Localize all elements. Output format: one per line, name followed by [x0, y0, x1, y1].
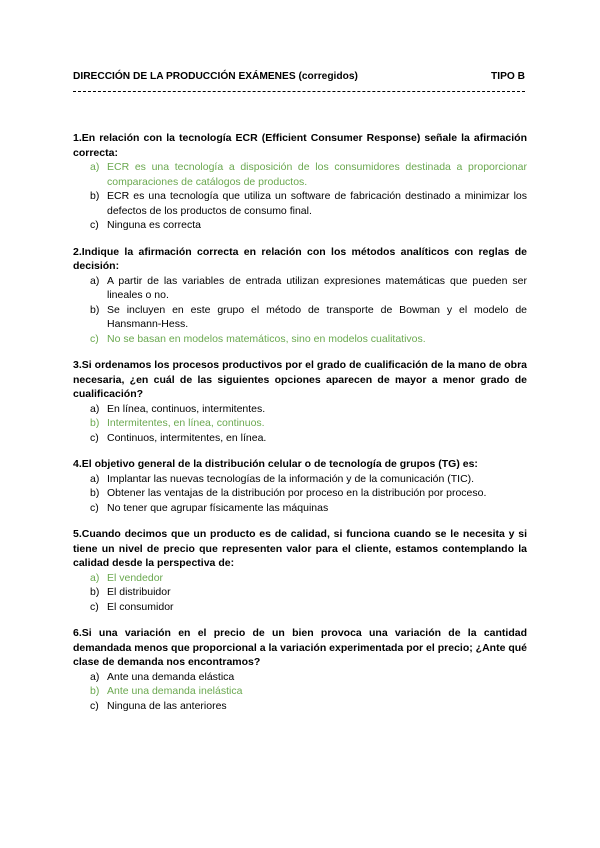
option-letter: a)	[90, 161, 100, 173]
answer-option	[73, 684, 527, 699]
answer-option	[73, 332, 527, 347]
question-text: 4.El objetivo general de la distribución celular o de tecnología de grupos (TG) es:	[73, 458, 478, 470]
option-letter: c)	[90, 501, 99, 514]
answer-option	[73, 303, 527, 332]
option-letter: b)	[90, 487, 100, 499]
option-letter: c)	[90, 699, 99, 712]
question-text: 6.Si una variación en el precio de un bien provoca una variación de la cantidad demandada menos que proporcional a la variación experimentada por el precio; ¿Ante qué clase de demanda nos encontramos?	[73, 627, 527, 668]
option-text: No se basan en modelos matemáticos, sino en modelos cualitativos.	[107, 332, 426, 345]
option-letter: b)	[90, 303, 100, 316]
answer-options	[73, 402, 527, 446]
answer-option	[73, 274, 527, 303]
answer-option	[73, 699, 527, 714]
answer-option	[73, 402, 527, 417]
question-5	[73, 527, 527, 614]
question-3	[73, 358, 527, 445]
option-text: Se incluyen en este grupo el método de transporte de Bowman y el modelo de Hansmann-Hess.	[107, 303, 527, 330]
option-text: A partir de las variables de entrada utilizan expresiones matemáticas que pueden ser lineales o no.	[107, 274, 527, 301]
question-text: 5.Cuando decimos que un producto es de calidad, si funciona cuando se le necesita y si tiene un nivel de precio que representen valor para el cliente, estamos contemplando la calidad desde la perspectiva de:	[73, 528, 527, 569]
option-text: No tener que agrupar físicamente las máquinas	[107, 501, 329, 514]
option-text: Continuos, intermitentes, en línea.	[107, 431, 267, 444]
answer-option	[73, 600, 527, 615]
header-divider	[73, 91, 525, 92]
option-letter: b)	[90, 190, 100, 202]
option-letter: a)	[90, 571, 100, 584]
option-text: ECR es una tecnología a disposición de los consumidores destinada a proporcionar comparaciones de catálogos de productos.	[107, 161, 527, 188]
option-text: Ante una demanda elástica	[107, 670, 235, 683]
question-4	[73, 457, 527, 515]
option-letter: b)	[90, 586, 100, 598]
option-letter: a)	[90, 402, 100, 415]
question-6	[73, 626, 527, 713]
answer-option	[73, 670, 527, 685]
option-text: Ninguna es correcta	[107, 219, 201, 231]
questions-list	[73, 131, 527, 725]
question-2	[73, 245, 527, 347]
answer-options	[73, 670, 527, 714]
option-text: Ante una demanda inelástica	[107, 685, 243, 697]
answer-option	[73, 486, 527, 501]
option-text: Ninguna de las anteriores	[107, 699, 227, 712]
option-text: ECR es una tecnología que utiliza un software de fabricación destinado a minimizar los defectos de los productos de consumo final.	[107, 190, 527, 217]
answer-option	[73, 218, 527, 233]
answer-options	[73, 472, 527, 516]
option-text: El consumidor	[107, 600, 174, 613]
page-title: DIRECCIÓN DE LA PRODUCCIÓN EXÁMENES (corregidos)	[73, 71, 358, 82]
option-text: El distribuidor	[107, 586, 171, 598]
answer-options	[73, 571, 527, 615]
option-letter: a)	[90, 472, 100, 485]
option-text: Intermitentes, en línea, continuos.	[107, 417, 265, 429]
option-letter: a)	[90, 670, 100, 683]
option-text: Implantar las nuevas tecnologías de la información y de la comunicación (TIC).	[107, 472, 475, 485]
exam-type: TIPO B	[491, 71, 525, 82]
option-text: En línea, continuos, intermitentes.	[107, 402, 266, 415]
option-letter: c)	[90, 431, 99, 444]
option-letter: c)	[90, 219, 99, 231]
question-1	[73, 131, 527, 233]
answer-option	[73, 585, 527, 600]
answer-option	[73, 472, 527, 487]
answer-options	[73, 160, 527, 233]
answer-options	[73, 274, 527, 347]
page-header	[73, 71, 525, 82]
answer-option	[73, 189, 527, 218]
option-letter: c)	[90, 332, 99, 345]
option-text: El vendedor	[107, 571, 164, 584]
answer-option	[73, 416, 527, 431]
answer-option	[73, 571, 527, 586]
option-letter: b)	[90, 417, 100, 429]
option-text: Obtener las ventajas de la distribución por proceso en la distribución por proceso.	[107, 487, 487, 499]
question-text: 2.Indique la afirmación correcta en relación con los métodos analíticos con reglas de decisión:	[73, 245, 527, 272]
option-letter: b)	[90, 685, 100, 697]
question-text: 3.Si ordenamos los procesos productivos por el grado de cualificación de la mano de obra necesaria, ¿en cuál de las siguientes opciones aparecen de mayor a menor grado de cualificación?	[73, 359, 527, 400]
answer-option	[73, 501, 527, 516]
option-letter: a)	[90, 274, 100, 287]
option-letter: c)	[90, 600, 99, 613]
question-text: 1.En relación con la tecnología ECR (Efficient Consumer Response) señale la afirmación correcta:	[73, 132, 527, 159]
answer-option	[73, 160, 527, 189]
answer-option	[73, 431, 527, 446]
